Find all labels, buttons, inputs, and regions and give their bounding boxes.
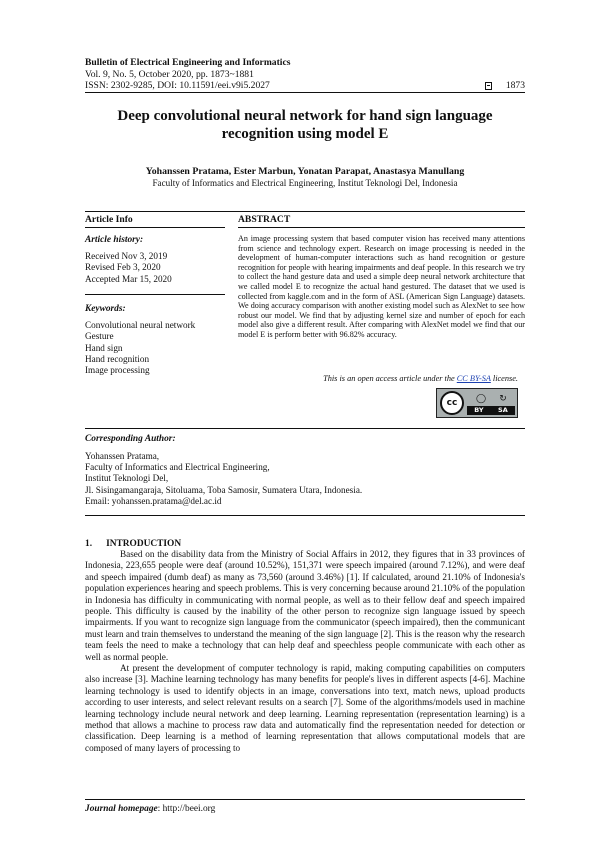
corresponding-details [85, 451, 525, 507]
header-rule [85, 92, 525, 93]
corresponding-heading: Corresponding Author: [85, 434, 176, 444]
cc-by-sa-link[interactable]: CC BY-SA [456, 374, 491, 383]
author-list: Yohanssen Pratama, Ester Marbun, Yonatan Parapat, Anastasya Manullang [145, 166, 465, 177]
keyword: Gesture [85, 331, 114, 342]
footer-rule [85, 799, 525, 800]
intro-paragraph-1: Based on the disability data from the Ministry of Social Affairs in 2012, they figures that in 33 provinces of Indonesia, 223,655 people were deaf (around 10.52%), 151,371 were speech impaired (around 7.12%), and were deaf and speech impaired (dumb deaf) as many as 73,560 (around 3.46%) [1]. If calculated, around 21.10% of Indonesia's population experiences hearing and speech problems. This is very concerning because around 21.10% of the population in Indonesia has difficulty in communicating with normal people, as well as to their fellow deaf and speech impaired people. This difficulty is caused by the inability of the other person to recognize sign language issued by speech impairments. If you want to recognize sign language from the communicator (speech impaired), then the communicant must learn and train themselves to understand the meaning of the sign language [2]. This is the reason why the research team feels the need to make a technology that can help deaf and speechless people communicate with each other as well as normal people. [85, 549, 525, 662]
corresponding-name: Yohanssen Pratama, [85, 451, 160, 461]
running-header [85, 57, 525, 92]
corresponding-top-rule [85, 428, 525, 429]
badge-sa-label: SA [498, 406, 508, 414]
keyword: Image processing [85, 365, 150, 376]
info-top-rule [85, 211, 525, 212]
cc-by-sa-badge[interactable] [436, 388, 518, 418]
issn-doi: ISSN: 2302-9285, DOI: 10.11591/eei.v9i5.2027 [85, 80, 270, 91]
by-attribution-icon: ◯ [475, 394, 487, 404]
keyword: Convolutional neural network [85, 320, 196, 331]
corresponding-faculty: Faculty of Informatics and Electrical Engineering, [85, 462, 270, 473]
page-number: 1873 [505, 80, 525, 91]
info-rule-right [238, 227, 525, 228]
keywords-label: Keywords: [85, 304, 126, 314]
corresponding-institute: Institut Teknologi Del, [85, 473, 169, 484]
badge-by-label: BY [474, 406, 484, 414]
corresponding-address: Jl. Sisingamangaraja, Sitoluama, Toba Samosir, Sumatera Utara, Indonesia. [85, 484, 363, 495]
article-history [85, 235, 225, 285]
abstract-heading: ABSTRACT [238, 214, 291, 225]
open-access-suffix: license. [490, 374, 518, 383]
history-label: Article history: [85, 235, 144, 245]
homepage-label: Journal homepage [85, 804, 158, 814]
document-icon [485, 82, 492, 90]
title-line-2: recognition using model E [221, 126, 389, 142]
cc-icon: cc [440, 391, 464, 415]
abstract-text: An image processing system that based computer vision has received many attentions from science and technology expert. Research on image processing is needed in the development of human-computer interactions such as hand recognition or gesture recognition for people with hearing impairments and deaf people. In this research we try to collect the hand gesture data and used a simple deep neural network architecture that we called model E to recognize the actual hand gestured. The dataset that we used is collected from kaggle.com and in the form of ASL (American Sign Language) datasets. We doing accuracy comparison with another existing model such as AlexNet to see how robust our model. We find that by adjusting kernel size and number of epoch for each model also give a different result. After comparing with AlexNet model we find that our model E is perform better with 96.82% accuracy. [238, 234, 525, 339]
corresponding-bottom-rule [85, 515, 525, 516]
introduction-heading: 1. INTRODUCTION [85, 539, 182, 549]
paper-title [85, 107, 525, 143]
keywords [85, 304, 230, 376]
journal-name: Bulletin of Electrical Engineering and Informatics [85, 57, 291, 68]
accepted-date: Accepted Mar 15, 2020 [85, 273, 172, 284]
share-alike-icon: ↻ [499, 394, 507, 404]
journal-homepage [85, 804, 215, 814]
keyword: Hand recognition [85, 353, 150, 364]
open-access-prefix: This is an open access article under the [323, 374, 457, 383]
revised-date: Revised Feb 3, 2020 [85, 262, 161, 273]
volume-info: Vol. 9, No. 5, October 2020, pp. 1873~1881 [85, 68, 254, 80]
corresponding-email[interactable]: Email: yohanssen.pratama@del.ac.id [85, 495, 222, 506]
homepage-url[interactable]: : http://beei.org [157, 804, 216, 814]
open-access-notice [238, 374, 518, 383]
intro-paragraph-2: At present the development of computer technology is rapid, making computing capabilities on computers also increase [3]. Machine learning technology has many benefits for people's lives in different aspects [4-6]. Machine learning technology is used to identify objects in an image, conversations into text, match news, upload products according to user interests, and select relevant results on a search [7]. Some of the algorithms/models used in machine learning technology include neural network and deep learning. Learning representation (representation learning) is a method that allows a machine to process raw data and automatically find the representation needed for detection or classification. Deep learning is a method of learning representation that allows computational models that are composed of many layers of processing to [85, 663, 525, 753]
history-rule [85, 294, 225, 295]
article-info-heading: Article Info [85, 214, 133, 225]
keyword: Hand sign [85, 342, 123, 353]
affiliation: Faculty of Informatics and Electrical Engineering, Institut Teknologi Del, Indonesia [152, 178, 458, 188]
received-date: Received Nov 3, 2019 [85, 251, 168, 262]
info-rule-left [85, 227, 225, 228]
badge-label-bar [467, 406, 515, 415]
title-line-1: Deep convolutional neural network for hand sign language [117, 108, 493, 124]
